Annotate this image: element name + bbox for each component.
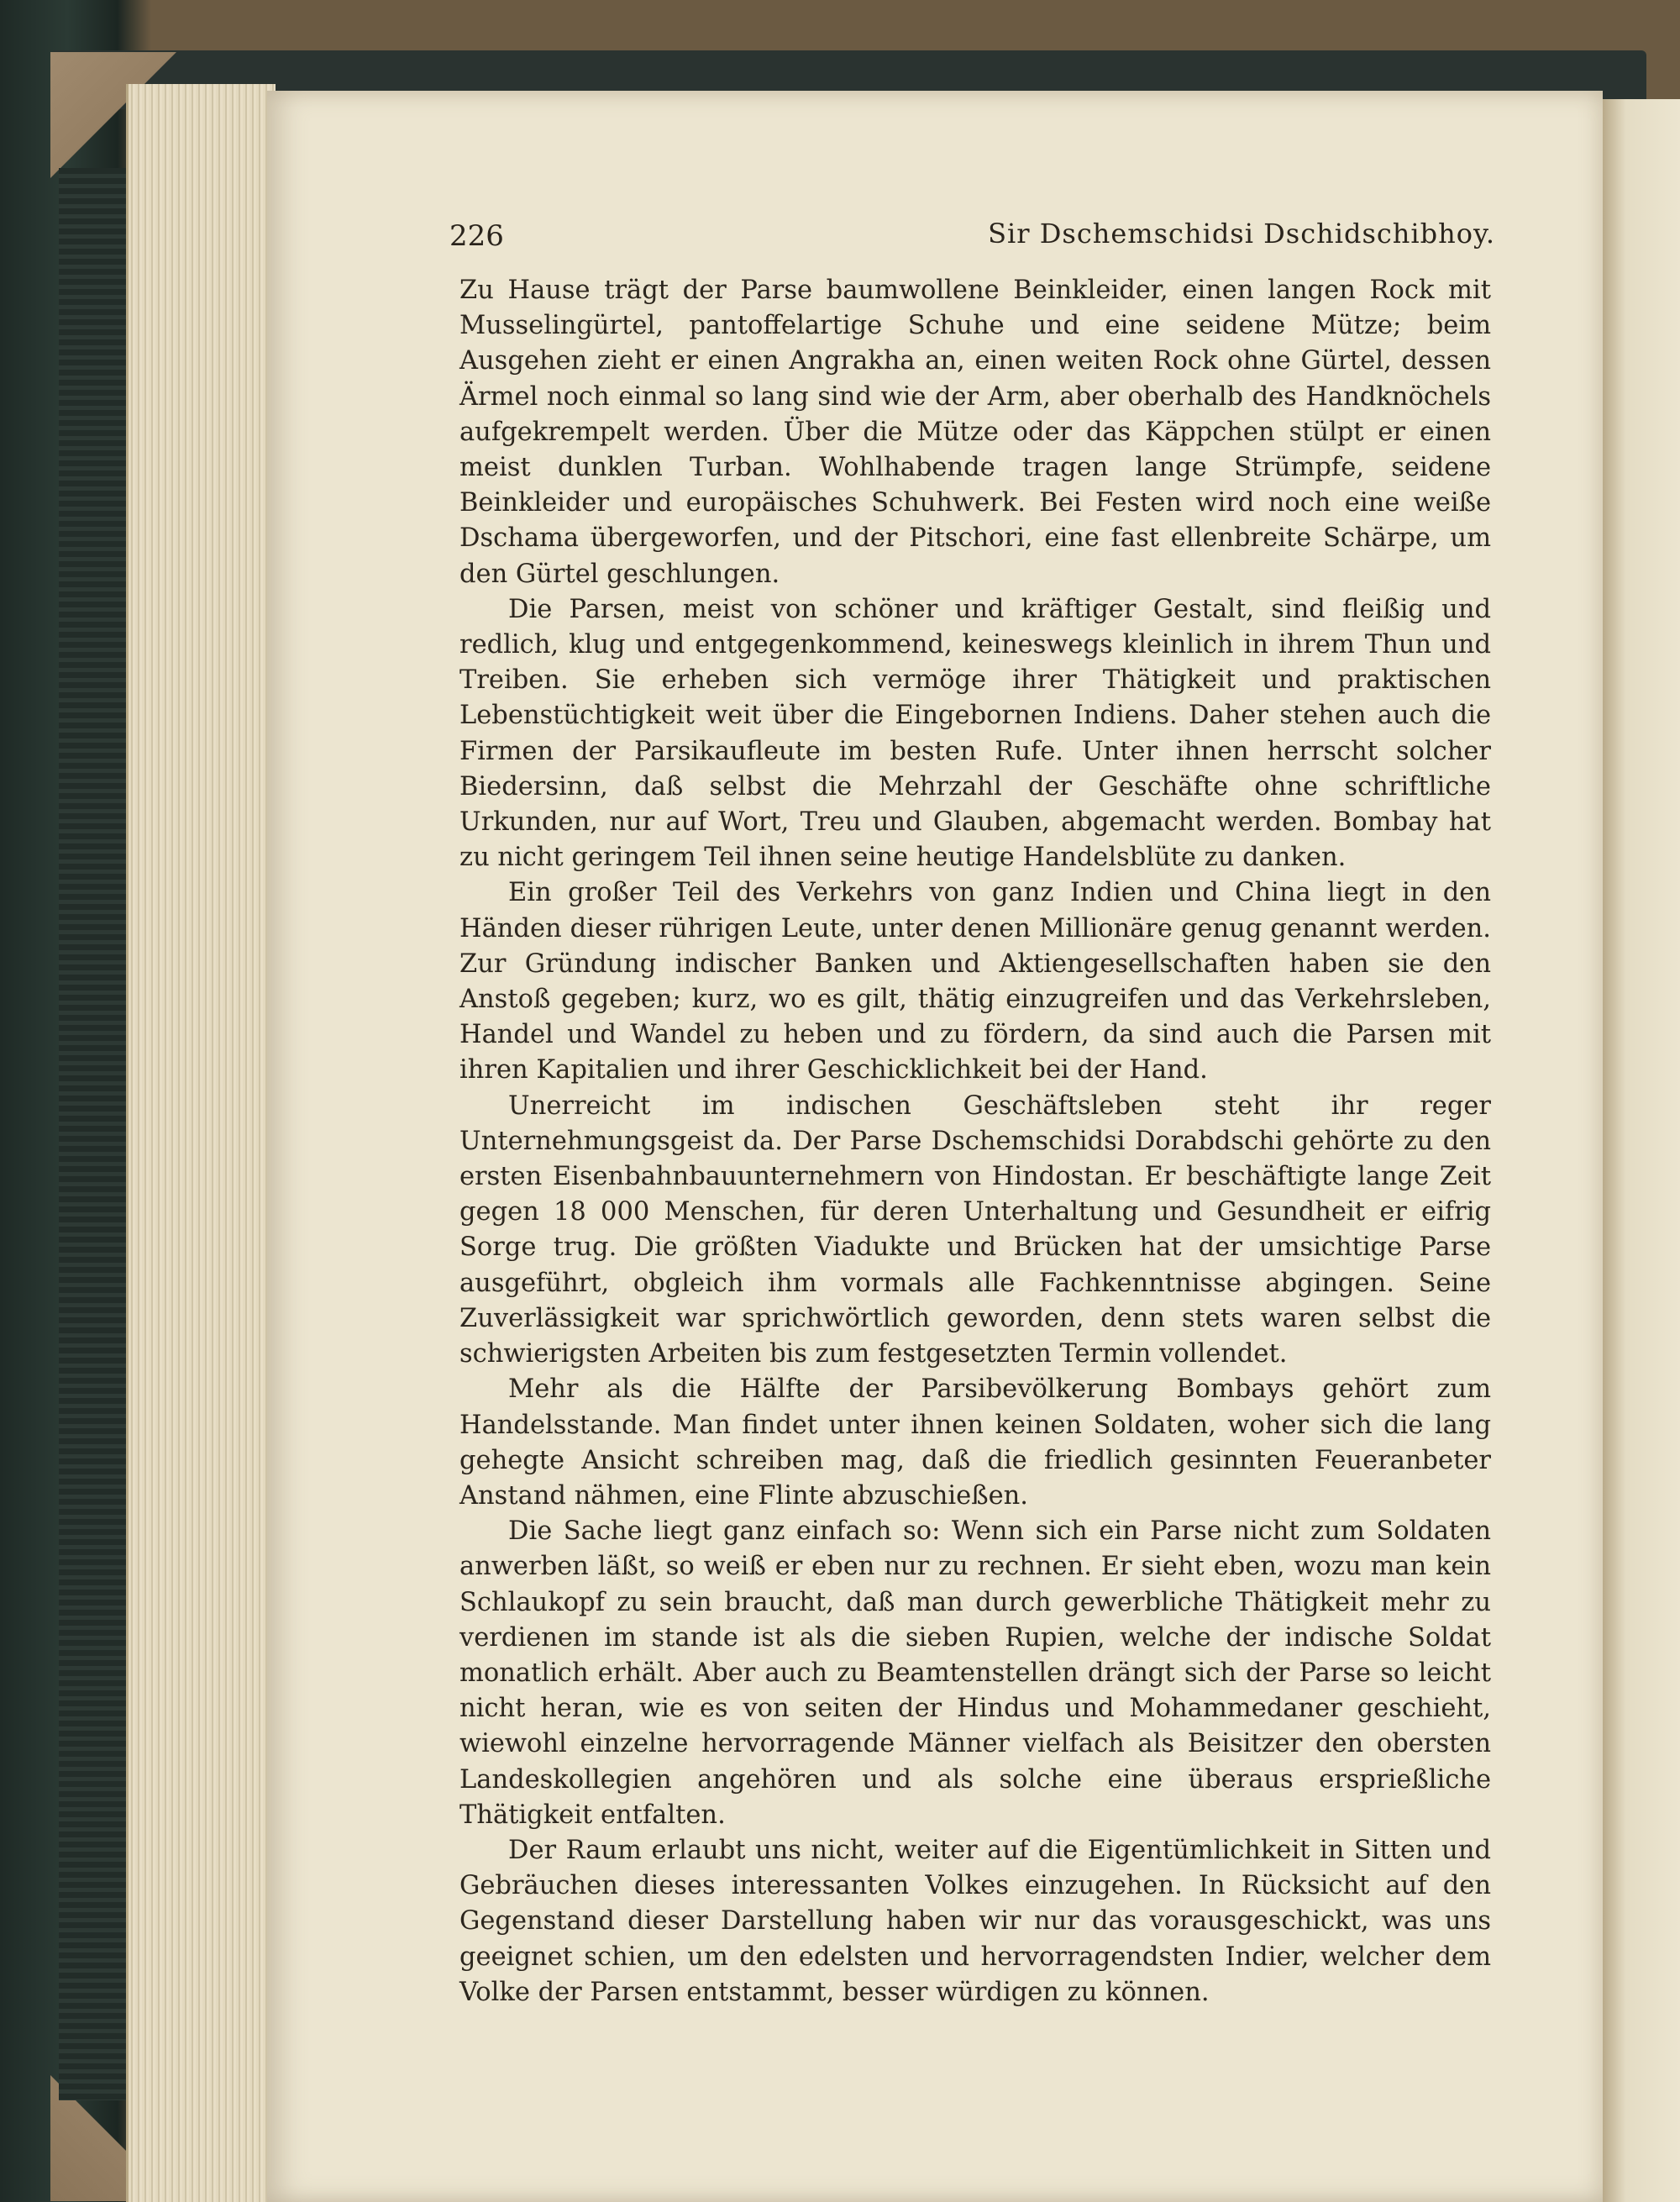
body-text: [459, 273, 1491, 2010]
paragraph: Mehr als die Hälfte der Parsibevölkerung Bombays gehört zum Handelsstande. Man findet unter ihnen keinen Soldaten, woher sich die lang gehegte Ansicht schreiben mag, daß die friedlich gesinnten Feueranbeter Anstand nähmen, eine Flinte abzuschießen.: [459, 1374, 1491, 1511]
paragraph: Unerreicht im indischen Geschäftsleben steht ihr reger Unternehmungsgeist da. Der Parse Dschemschidsi Dorabdschi gehörte zu den ersten Eisenbahnbauunternehmern von Hindostan. Er beschäftigte lange Zeit gegen 18 000 Menschen, für deren Unterhaltung und Gesundheit er eifrig Sorge trug. Die größten Viadukte und Brücken hat der umsichtige Parse ausgeführt, obgleich ihm vormals alle Fachkenntnisse abgingen. Seine Zuverlässigkeit war sprichwörtlich geworden, denn stets waren selbst die schwierigsten Arbeiten bis zum festgesetzten Termin vollendet.: [459, 1090, 1491, 1369]
page-stack-edges: [126, 84, 276, 2202]
page-number: 226: [449, 219, 504, 253]
facing-page-edge: [1603, 99, 1680, 2202]
paragraph: Der Raum erlaubt uns nicht, weiter auf die Eigentümlichkeit in Sitten und Gebräuchen dieses interessanten Volkes einzugehen. In Rücksicht auf den Gegenstand dieser Darstellung haben wir nur das vorausgeschickt, was uns geeignet schien, um den edelsten und hervorragendsten Indier, welcher dem Volke der Parsen entstammt, besser würdigen zu können.: [459, 1835, 1491, 2007]
paragraph: Ein großer Teil des Verkehrs von ganz Indien und China liegt in den Händen dieser rührigen Leute, unter denen Millionäre genug genannt werden. Zur Gründung indischer Banken und Aktiengesellschaften haben sie den Anstoß gegeben; kurz, wo es gilt, thätig einzugreifen und das Verkehrsleben, Handel und Wandel zu heben und zu fördern, da sind auch die Parsen mit ihren Kapitalien und ihrer Geschicklichkeit bei der Hand.: [459, 878, 1491, 1085]
paragraph: Zu Hause trägt der Parse baumwollene Beinkleider, einen langen Rock mit Musselingürtel, pantoffelartige Schuhe und eine seidene Mütze; beim Ausgehen zieht er einen Angrakha an, einen weiten Rock ohne Gürtel, dessen Ärmel noch einmal so lang sind wie der Arm, aber oberhalb des Handknöchels aufgekrempelt werden. Über die Mütze oder das Käppchen stülpt er einen meist dunklen Turban. Wohlhabende tragen lange Strümpfe, seidene Beinkleider und europäisches Schuhwerk. Bei Festen wird noch eine weiße Dschama übergeworfen, und der Pitschori, eine fast ellenbreite Schärpe, um den Gürtel geschlungen.: [459, 276, 1491, 589]
paragraph: Die Sache liegt ganz einfach so: Wenn sich ein Parse nicht zum Soldaten anwerben läßt, so weiß er eben nur zu rechnen. Er sieht eben, wozu man kein Schlaukopf zu sein braucht, daß man durch gewerbliche Thätigkeit mehr zu verdienen im stande ist als die sieben Rupien, welche der indische Soldat monatlich erhält. Aber auch zu Beamtenstellen drängt sich der Parse so leicht nicht heran, wie es von seiten der Hindus und Mohammedaner geschieht, wiewohl einzelne hervorragende Männer vielfach als Beisitzer den obersten Landeskollegien angehören und als solche eine überaus ersprießliche Thätigkeit entfalten.: [459, 1516, 1491, 1830]
paragraph: Die Parsen, meist von schöner und kräftiger Gestalt, sind fleißig und redlich, klug und entgegenkommend, keineswegs kleinlich in ihrem Thun und Treiben. Sie erheben sich vermöge ihrer Thätigkeit und praktischen Lebenstüchtigkeit weit über die Eingebornen Indiens. Daher stehen auch die Firmen der Parsikaufleute im besten Rufe. Unter ihnen herrscht solcher Biedersinn, daß selbst die Mehrzahl der Geschäfte ohne schriftliche Urkunden, nur auf Wort, Treu und Glauben, abgemacht werden. Bombay hat zu nicht geringem Teil ihnen seine heutige Handelsblüte zu danken.: [459, 594, 1491, 873]
running-head: Sir Dschemschidsi Dschidschibhoy.: [988, 218, 1495, 250]
cover-cloth-strip: [59, 168, 126, 2100]
page-header: [449, 214, 1495, 256]
